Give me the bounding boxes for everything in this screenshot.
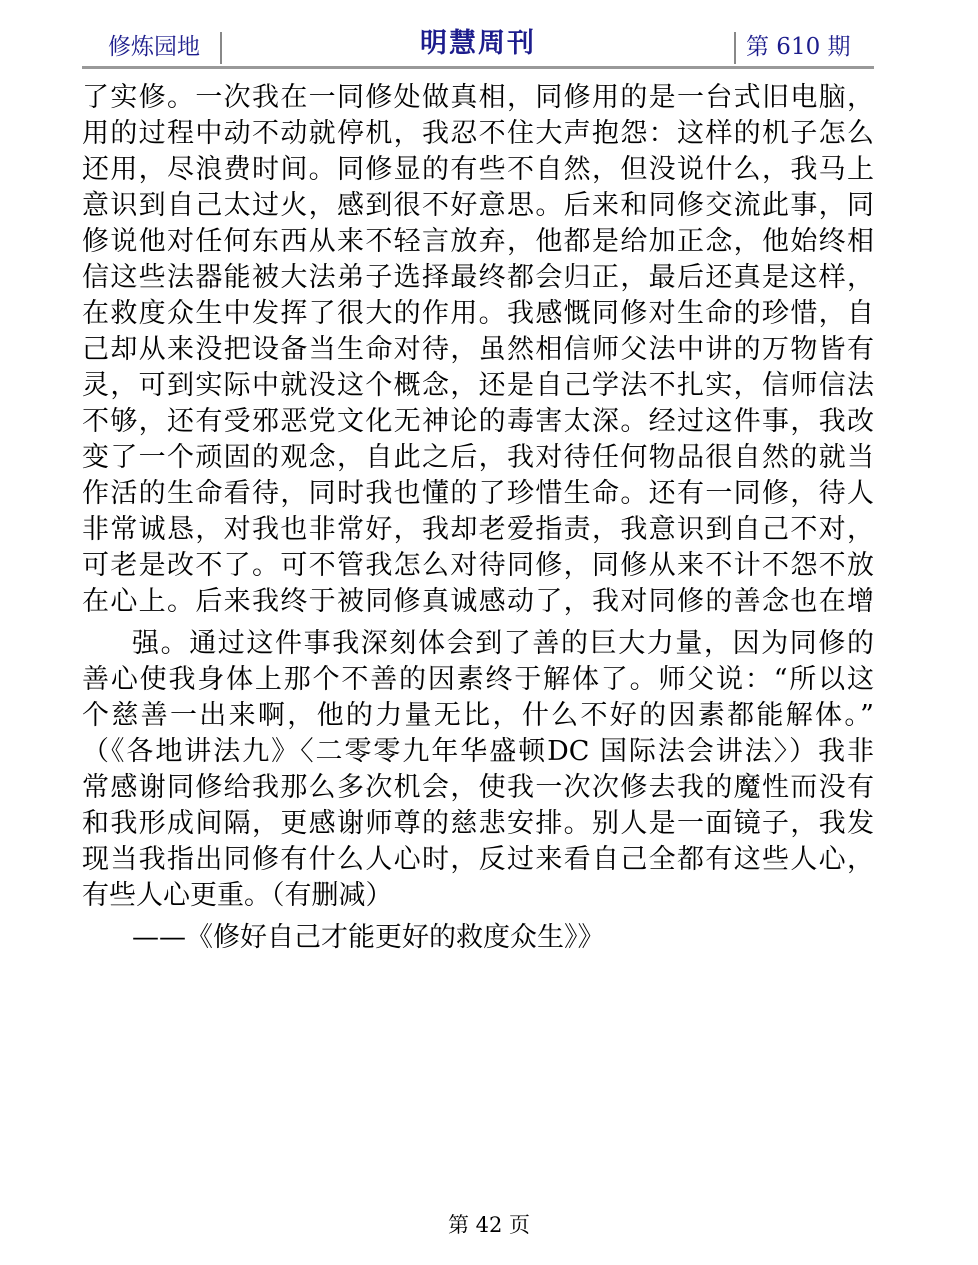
- text-line: 有些人心更重。（有删减）: [82, 880, 393, 911]
- text-line: 灵，可到实际中就没这个概念，还是自己学法不扎实，信师信法: [82, 370, 874, 401]
- text-line: 了实修。一次我在一同修处做真相，同修用的是一台式旧电脑，: [82, 82, 874, 113]
- text-line: 不够，还有受邪恶党文化无神论的毒害太深。经过这件事，我改: [82, 406, 874, 437]
- header-rule: [82, 66, 874, 69]
- text-line: （《各地讲法九》〈二零零九年华盛顿DC 国际法会讲法〉）我非: [82, 736, 874, 767]
- text-line: 在救度众生中发挥了很大的作用。我感慨同修对生命的珍惜，自: [82, 298, 874, 329]
- text-line: 修说他对任何东西从来不轻言放弃，他都是给加正念，他始终相: [82, 226, 874, 257]
- page-number: 第 42 页: [447, 1213, 531, 1237]
- text-line: 善心使我身体上那个不善的因素终于解体了。师父说：“所以这: [82, 664, 874, 695]
- text-line: 己却从来没把设备当生命对待，虽然相信师父法中讲的万物皆有: [82, 334, 874, 365]
- text-line: 常感谢同修给我那么多次机会，使我一次次修去我的魔性而没有: [82, 772, 874, 803]
- text-line: 信这些法器能被大法弟子选择最终都会归正，最后还真是这样，: [82, 262, 874, 293]
- text-line: 现当我指出同修有什么人心时，反过来看自己全都有这些人心，: [82, 844, 874, 875]
- article-body: [82, 80, 874, 956]
- text-line: 还用，尽浪费时间。同修显的有些不自然，但没说什么，我马上: [82, 154, 874, 185]
- text-line: 非常诚恳，对我也非常好，我却老爱指责，我意识到自己不对，: [82, 514, 874, 545]
- article-source: ——《修好自己才能更好的救度众生》》: [132, 922, 605, 953]
- issue-number: 第 610 期: [746, 34, 851, 60]
- text-line: 作活的生命看待，同时我也懂的了珍惜生命。还有一同修，待人: [82, 478, 874, 509]
- section-label: 修炼园地: [108, 34, 200, 60]
- text-line: 个慈善一出来啊，他的力量无比，什么不好的因素都能解体。”: [82, 700, 874, 731]
- text-line: 强。通过这件事我深刻体会到了善的巨大力量，因为同修的: [132, 628, 874, 659]
- text-line: 可老是改不了。可不管我怎么对待同修，同修从来不计不怨不放: [82, 550, 874, 581]
- text-line: 意识到自己太过火，感到很不好意思。后来和同修交流此事，同: [82, 190, 874, 221]
- text-line: 在心上。后来我终于被同修真诚感动了，我对同修的善念也在增: [82, 586, 874, 617]
- header-divider-right: [734, 32, 736, 64]
- publication-title: 明慧周刊: [420, 28, 536, 59]
- text-line: 变了一个顽固的观念，自此之后，我对待任何物品很自然的就当: [82, 442, 874, 473]
- page-header: [82, 26, 874, 66]
- text-line: 用的过程中动不动就停机，我忍不住大声抱怨：这样的机子怎么: [82, 118, 874, 149]
- text-line: 和我形成间隔，更感谢师尊的慈悲安排。别人是一面镜子，我发: [82, 808, 874, 839]
